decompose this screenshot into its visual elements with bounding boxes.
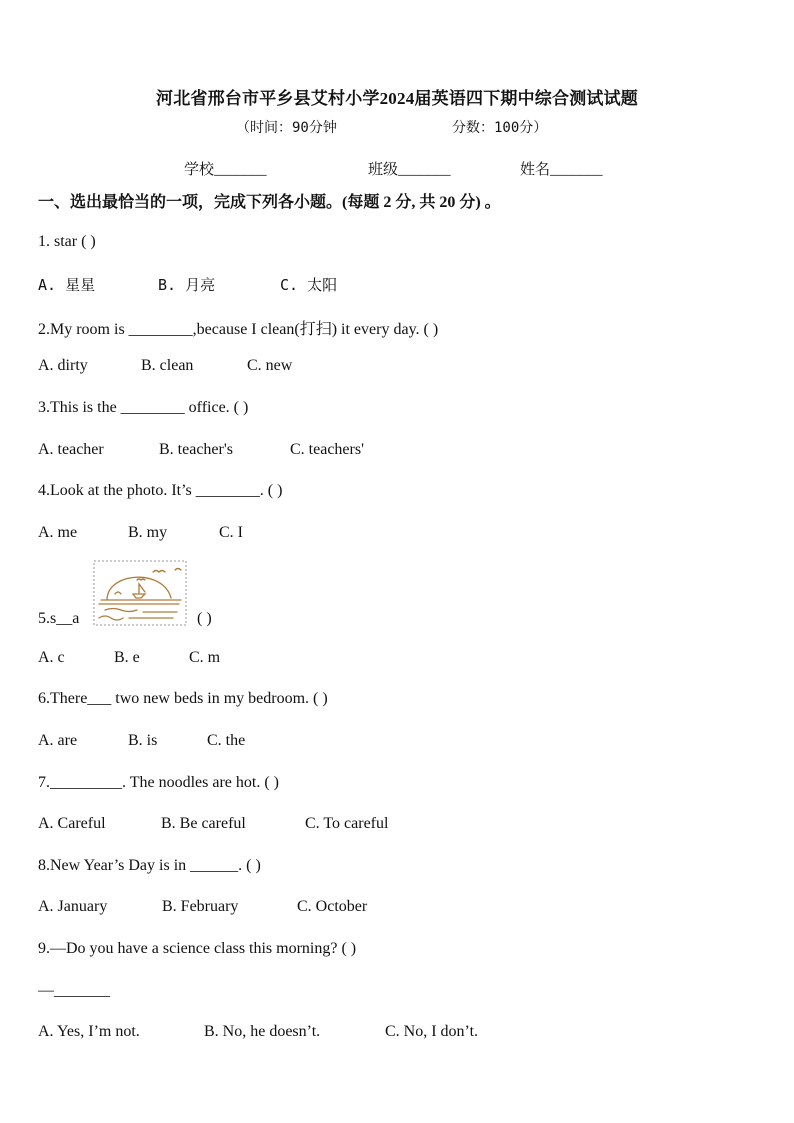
q3-option-b: B. teacher's [159,441,233,458]
question-5-prefix: 5.s__a [38,610,80,627]
question-7: 7._________. The noodles are hot. ( ) [38,774,279,791]
q6-option-b: B. is [128,732,158,749]
question-3: 3.This is the ________ office. ( ) [38,399,249,416]
q5-option-c: C. m [189,649,221,666]
score-info: 分数：100分） [452,120,548,136]
question-6: 6.There___ two new beds in my bedroom. ( ) [38,690,328,707]
section-heading: 一、选出最恰当的一项，完成下列各小题。(每题 2 分, 共 20 分) 。 [38,194,501,211]
q8-option-a: A. January [38,898,108,915]
q2-option-c: C. new [247,357,293,374]
school-field: 学校_______ [184,162,267,178]
q3-option-c: C. teachers' [290,441,364,458]
q7-option-b: B. Be careful [161,815,246,832]
q2-option-b: B. clean [141,357,194,374]
q7-option-a: A. Careful [38,815,106,832]
q5-option-b: B. e [114,649,140,666]
class-field: 班级_______ [368,162,451,178]
q6-option-c: C. the [207,732,246,749]
q4-option-c: C. I [219,524,243,541]
q1-option-c: C. 太阳 [280,276,338,294]
q2-option-a: A. dirty [38,357,88,374]
q9-option-c: C. No, I don’t. [385,1023,479,1040]
q4-option-a: A. me [38,524,78,541]
name-field: 姓名_______ [520,162,603,178]
question-1: 1. star ( ) [38,233,96,250]
question-2: 2.My room is ________,because I clean(打扫) it every day. ( ) [38,321,439,338]
q9-answer-line: —_______ [38,982,110,999]
q8-option-c: C. October [297,898,368,915]
time-info: （时间：90分钟 [236,120,337,136]
q8-option-b: B. February [162,898,239,915]
q4-option-b: B. my [128,524,168,541]
q9-option-a: A. Yes, I’m not. [38,1023,140,1040]
question-9: 9.—Do you have a science class this morning? ( ) [38,940,357,957]
q9-option-b: B. No, he doesn’t. [204,1023,321,1040]
question-8: 8.New Year’s Day is in ______. ( ) [38,857,261,874]
sunset-sea-drawing-icon [93,560,187,626]
question-4: 4.Look at the photo. It’s ________. ( ) [38,482,283,499]
q5-option-a: A. c [38,649,65,666]
question-5-suffix: ( ) [197,610,212,627]
q1-option-b: B. 月亮 [158,276,216,294]
q3-option-a: A. teacher [38,441,104,458]
q1-option-a: A. 星星 [38,276,96,294]
q7-option-c: C. To careful [305,815,389,832]
exam-title: 河北省邢台市平乡县艾村小学2024届英语四下期中综合测试试题 [156,89,638,108]
q6-option-a: A. are [38,732,78,749]
